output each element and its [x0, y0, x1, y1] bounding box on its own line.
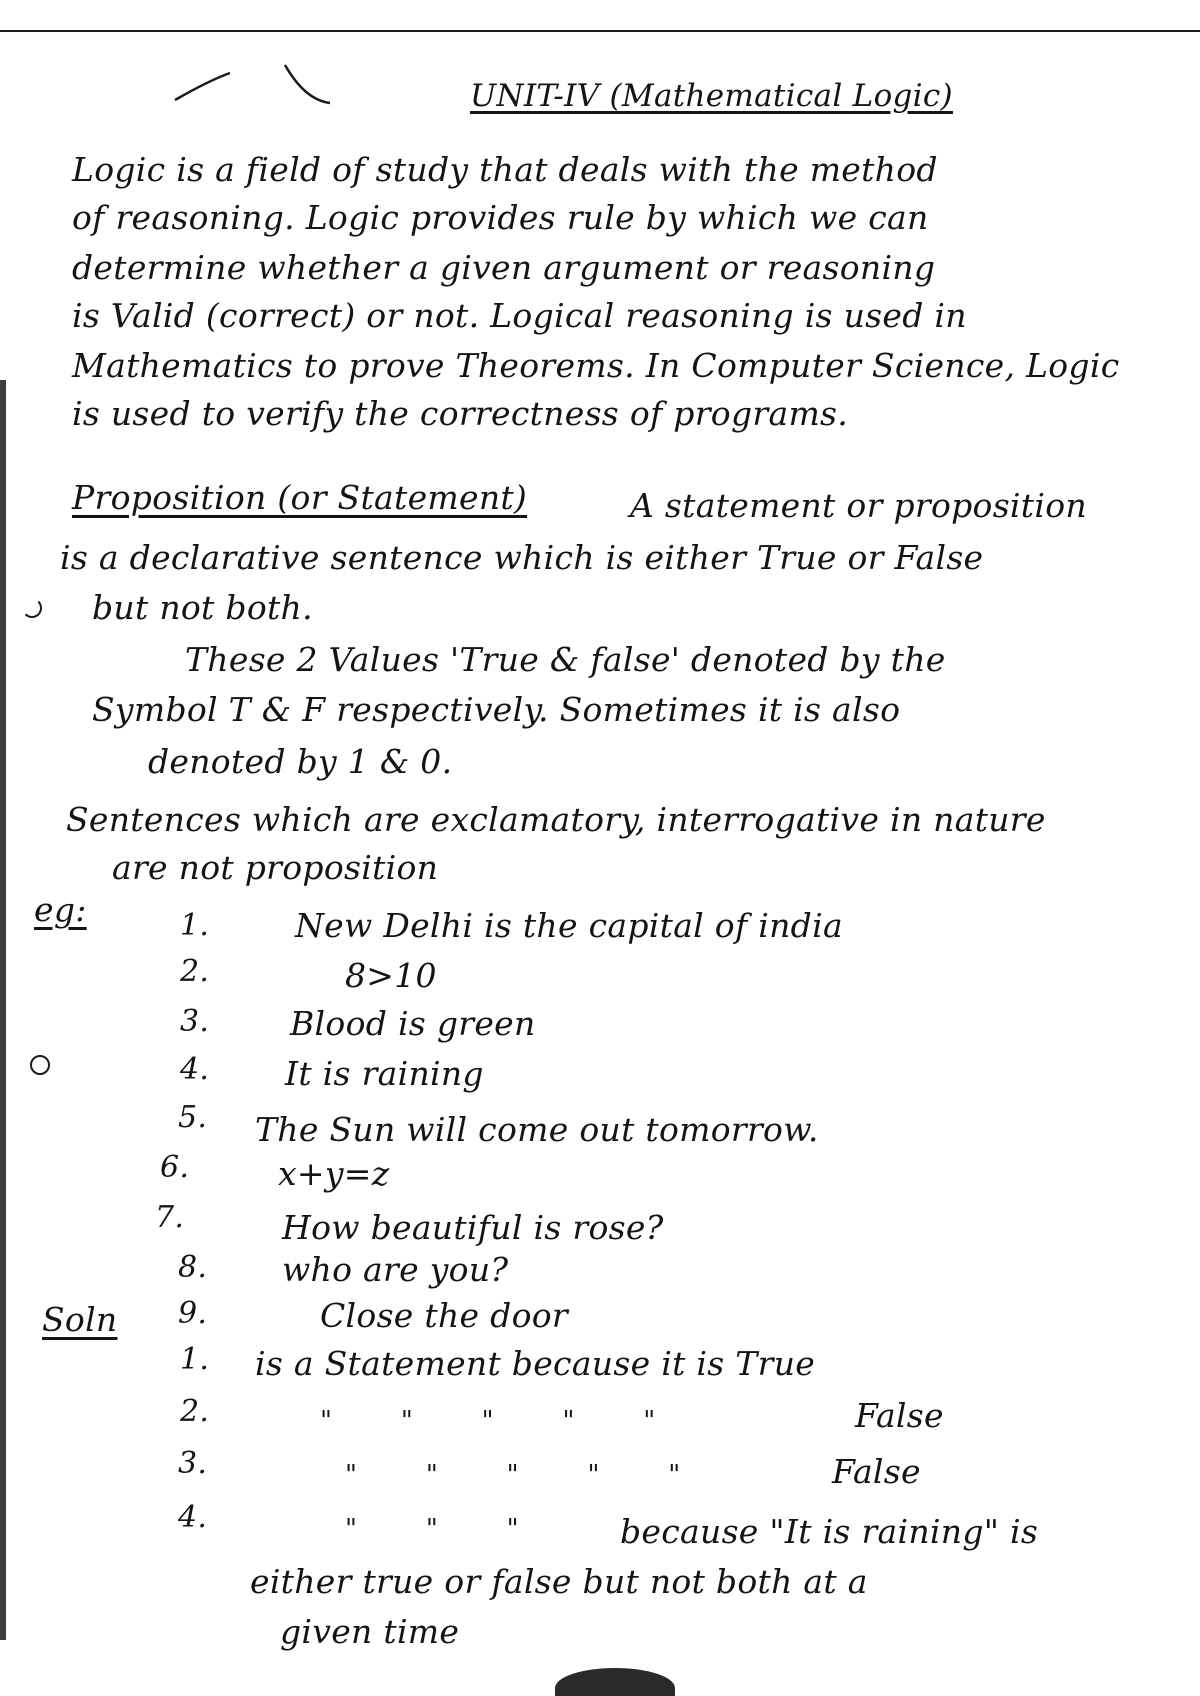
example-number: 6. — [160, 1150, 190, 1185]
values-line: denoted by 1 & 0. — [148, 742, 453, 781]
example-text: Blood is green — [290, 1004, 536, 1043]
unit-title: UNIT-IV (Mathematical Logic) — [470, 78, 953, 114]
solution-number: 1. — [180, 1342, 210, 1377]
example-text: who are you? — [282, 1250, 509, 1289]
shadow-blot — [555, 1668, 675, 1696]
intro-line: of reasoning. Logic provides rule by which we can — [72, 198, 929, 237]
ditto-marks: " " " " " — [345, 1460, 681, 1490]
example-text: New Delhi is the capital of india — [295, 906, 843, 945]
solution-continuation: given time — [280, 1612, 460, 1651]
example-number: 2. — [180, 954, 210, 989]
tick-mark-icon — [170, 55, 370, 115]
margin-hole-mark — [22, 598, 42, 618]
eg-label: eg: — [34, 890, 87, 929]
example-text: How beautiful is rose? — [282, 1208, 664, 1247]
example-number: 1. — [180, 908, 210, 943]
margin-hole-mark — [30, 1055, 50, 1075]
intro-line: is Valid (correct) or not. Logical reasoning is used in — [72, 296, 967, 335]
solution-number: 4. — [178, 1500, 208, 1535]
proposition-heading: Proposition (or Statement) — [72, 478, 528, 517]
sentences-line: Sentences which are exclamatory, interrogative in nature — [66, 800, 1046, 839]
example-text: It is raining — [285, 1054, 484, 1093]
ditto-marks: " " " — [345, 1514, 519, 1544]
example-text: x+y=z — [278, 1154, 390, 1193]
proposition-line: A statement or proposition — [630, 486, 1087, 525]
values-line: These 2 Values 'True & false' denoted by the — [185, 640, 946, 679]
intro-line: Mathematics to prove Theorems. In Computer Science, Logic — [72, 346, 1120, 385]
page-top-border — [0, 30, 1200, 32]
solution-text: is a Statement because it is True — [255, 1344, 816, 1383]
soln-label: Soln — [42, 1300, 118, 1339]
intro-line: Logic is a field of study that deals with the method — [72, 150, 938, 189]
example-number: 4. — [180, 1052, 210, 1087]
intro-line: determine whether a given argument or reasoning — [72, 248, 936, 287]
example-number: 8. — [178, 1250, 208, 1285]
page-left-edge — [0, 380, 6, 1640]
example-number: 5. — [178, 1100, 208, 1135]
example-number: 3. — [180, 1004, 210, 1039]
proposition-line: is a declarative sentence which is either True or False — [60, 538, 984, 577]
proposition-line: but not both. — [92, 588, 313, 627]
solution-text: because "It is raining" is — [620, 1512, 1039, 1551]
intro-line: is used to verify the correctness of programs. — [72, 394, 849, 433]
example-text: Close the door — [320, 1296, 568, 1335]
example-number: 7. — [155, 1200, 185, 1235]
example-number: 9. — [178, 1296, 208, 1331]
solution-text: False — [855, 1396, 944, 1435]
solution-continuation: either true or false but not both at a — [250, 1562, 868, 1601]
example-text: The Sun will come out tomorrow. — [255, 1110, 819, 1149]
solution-text: False — [832, 1452, 921, 1491]
example-text: 8>10 — [345, 956, 437, 995]
sentences-line: are not proposition — [112, 848, 439, 887]
values-line: Symbol T & F respectively. Sometimes it is also — [92, 690, 901, 729]
ditto-marks: " " " " " — [320, 1406, 656, 1436]
solution-number: 3. — [178, 1446, 208, 1481]
solution-number: 2. — [180, 1394, 210, 1429]
